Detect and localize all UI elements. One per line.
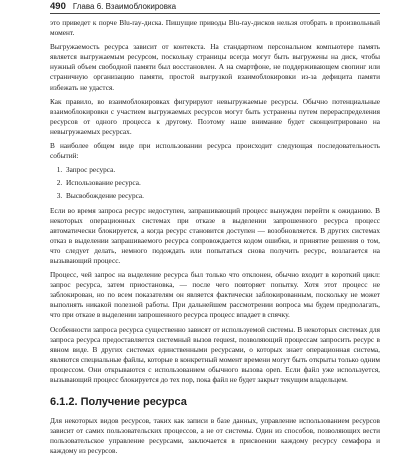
paragraph: Как правило, во взаимоблокировках фигурируют невыгружаемые ресурсы. Обычно потенциальные взаимоблокировки с участием выгружаемых ресурсов могут быть устранены путем перераспределения ресурсов от одного процесса к другому. Поэтому наше внимание будет сконцентрировано на невыгружаемых ресурсах. (50, 96, 380, 136)
list-item: 1. Запрос ресурса. (64, 165, 380, 175)
chapter-title: Глава 6. Взаимоблокировка (72, 2, 177, 11)
section-heading (50, 396, 380, 409)
paragraph: Выгружаемость ресурса зависит от контекста. На стандартном персональном компьютере память является выгружаемым ресурсом, поскольку страницы всегда могут быть выгружены на диск, чтобы нужный объем свободной памяти был восстановлен. А на смартфоне, не поддерживающем свопинг или страничную организацию памяти, простой выгрузкой взаимоблокировки из-за дефицита памяти избежать не удастся. (50, 42, 380, 92)
event-sequence-list (50, 165, 380, 201)
paragraph: Для некоторых видов ресурсов, таких как записи в базе данных, управление использованием ресурсов зависит от самих пользовательских процессов, а не от системы. Один из способов, позволяющих вести пользовательское управление ресурсами, заключается в присвоении каждому ресурсу семафора и каждому из ресурсов. (50, 416, 380, 456)
paragraph: В наиболее общем виде при использовании ресурса происходит следующая последовательность событий: (50, 141, 380, 161)
paragraph: Процесс, чей запрос на выделение ресурса был только что отклонен, обычно входит в короткий цикл: запрос ресурса, затем приостановка, — после чего повторяет попытку. Хотя этот процесс не заблокирован, но по всем показателям он является фактически заблокированным, поскольку не может выполнять никакой полезной работы. При дальнейшем рассмотрении вопроса мы будем предполагать, что при отказе в выделении запрошенного ресурса процесс впадает в спячку. (50, 270, 380, 320)
list-item: 3. Высвобождение ресурса. (64, 191, 380, 201)
page-header (50, 0, 380, 14)
book-page (50, 0, 380, 460)
paragraph: Особенности запроса ресурса существенно зависят от используемой системы. В некоторых системах для запроса ресурса предоставляется системный вызов request, позволяющий процессам запросить ресурс в явном виде. В других системах единственными ресурсами, о которых знает операционная система, являются специальные файлы, которые в конкретный момент времени могут быть открыты только одним процессом. Они открываются с использованием обычного вызова open. Если файл уже используется, вызывающий процесс блокируется до тех пор, пока файл не будет закрыт текущим владельцем. (50, 324, 380, 384)
paragraph: это приведет к порче Blu-ray-диска. Пишущие приводы Blu-ray-дисков нельзя отобрать в произвольный момент. (50, 18, 380, 38)
paragraph: Если во время запроса ресурс недоступен, запрашивающий процесс вынужден перейти к ожиданию. В некоторых операционных системах при отказе в выделении запрошенного ресурса процесс автоматически блокируется, а когда ресурс становится доступен — возобновляется. В других системах отказ в выделении запрашиваемого ресурса сопровождается кодом ошибки, и принятие решения о том, что следует делать, немного подождать или попытаться снова получить ресурс, возлагается на вызывающий процесс. (50, 205, 380, 265)
section-number: 6.1.2. (50, 396, 78, 409)
page-number: 490 (50, 1, 66, 12)
list-item: 2. Использование ресурса. (64, 178, 380, 188)
section-title: Получение ресурса (80, 396, 187, 409)
